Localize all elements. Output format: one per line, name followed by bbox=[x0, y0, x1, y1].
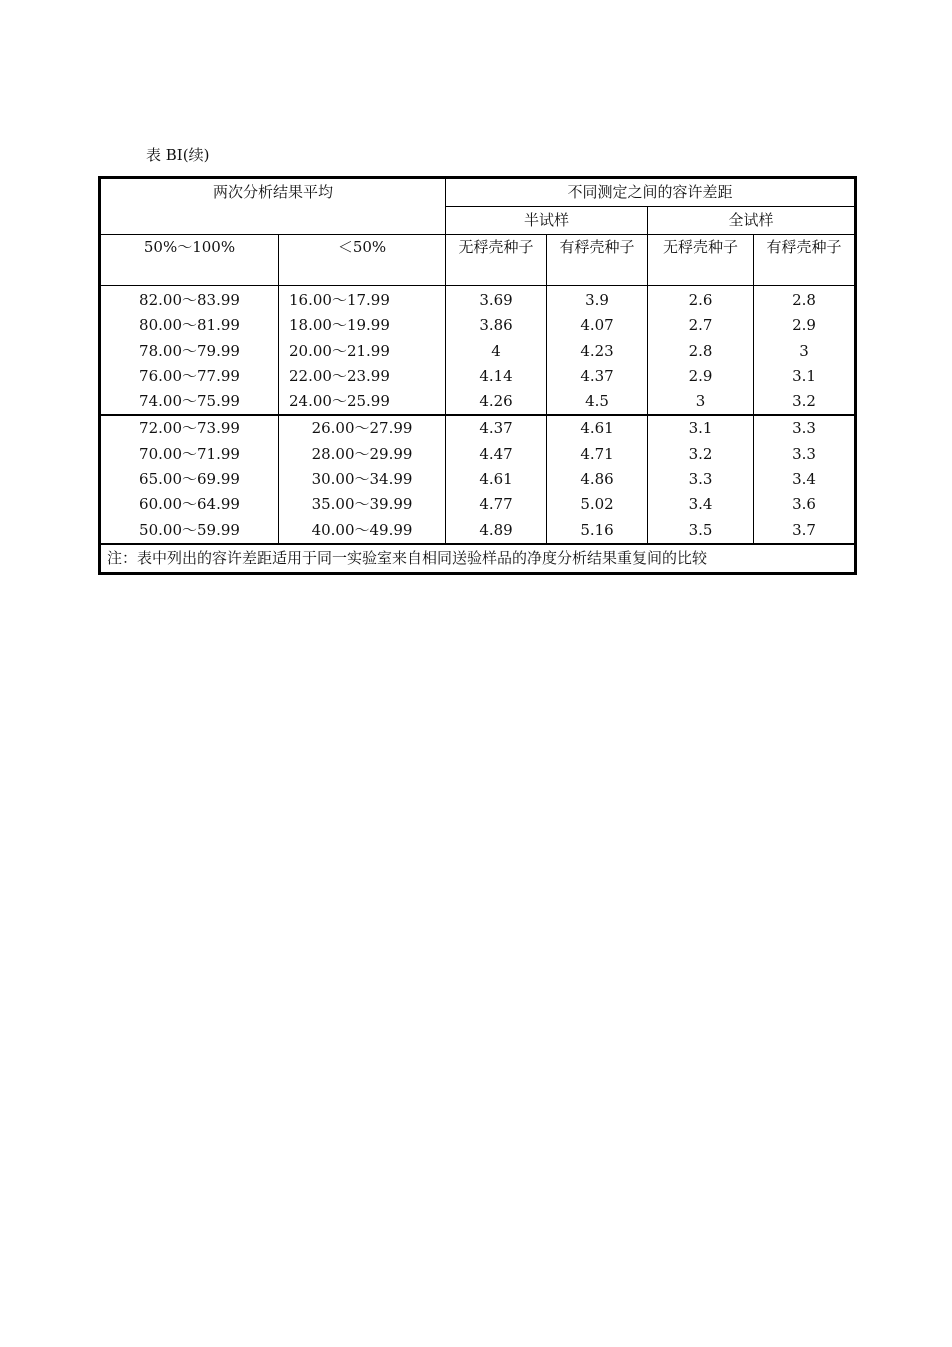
table-row bbox=[100, 518, 856, 544]
cell-full-no-husk: 3.1 bbox=[648, 415, 754, 441]
cell-range-low: 24.00～25.99 bbox=[279, 389, 446, 415]
cell-full-no-husk: 2.7 bbox=[648, 313, 754, 338]
header-half-husk: 有稃壳种子 bbox=[547, 235, 648, 286]
cell-range-low: 16.00～17.99 bbox=[279, 286, 446, 314]
cell-half-husk: 4.37 bbox=[547, 364, 648, 389]
cell-half-husk: 5.02 bbox=[547, 492, 648, 517]
header-full-husk: 有稃壳种子 bbox=[754, 235, 856, 286]
cell-half-no-husk: 4.14 bbox=[446, 364, 547, 389]
cell-half-no-husk: 4.47 bbox=[446, 442, 547, 467]
table-row bbox=[100, 389, 856, 415]
cell-full-husk: 2.8 bbox=[754, 286, 856, 314]
cell-range-low: 28.00～29.99 bbox=[279, 442, 446, 467]
header-half-sample: 半试样 bbox=[446, 207, 648, 235]
table-row bbox=[100, 313, 856, 338]
cell-range-low: 35.00～39.99 bbox=[279, 492, 446, 517]
cell-half-no-husk: 4.26 bbox=[446, 389, 547, 415]
cell-range-low: 30.00～34.99 bbox=[279, 467, 446, 492]
cell-half-husk: 3.9 bbox=[547, 286, 648, 314]
cell-half-husk: 4.86 bbox=[547, 467, 648, 492]
header-lt50: ＜50% bbox=[279, 235, 446, 286]
table-row bbox=[100, 364, 856, 389]
table-caption: 表 BI(续) bbox=[146, 146, 210, 164]
cell-full-husk: 3.3 bbox=[754, 415, 856, 441]
cell-half-no-husk: 4 bbox=[446, 339, 547, 364]
cell-range-low: 26.00～27.99 bbox=[279, 415, 446, 441]
cell-full-husk: 3.7 bbox=[754, 518, 856, 544]
header-full-no-husk: 无稃壳种子 bbox=[648, 235, 754, 286]
cell-range-high: 82.00～83.99 bbox=[100, 286, 279, 314]
cell-full-no-husk: 3.3 bbox=[648, 467, 754, 492]
cell-half-no-husk: 4.89 bbox=[446, 518, 547, 544]
cell-full-husk: 3.3 bbox=[754, 442, 856, 467]
cell-range-high: 65.00～69.99 bbox=[100, 467, 279, 492]
cell-full-husk: 3 bbox=[754, 339, 856, 364]
cell-full-no-husk: 2.8 bbox=[648, 339, 754, 364]
table-row bbox=[100, 442, 856, 467]
cell-half-no-husk: 3.69 bbox=[446, 286, 547, 314]
cell-range-high: 76.00～77.99 bbox=[100, 364, 279, 389]
cell-half-husk: 4.5 bbox=[547, 389, 648, 415]
cell-half-husk: 4.07 bbox=[547, 313, 648, 338]
cell-half-no-husk: 4.37 bbox=[446, 415, 547, 441]
header-tolerance: 不同测定之间的容许差距 bbox=[446, 178, 856, 207]
header-half-no-husk: 无稃壳种子 bbox=[446, 235, 547, 286]
cell-full-no-husk: 3.2 bbox=[648, 442, 754, 467]
header-average: 两次分析结果平均 bbox=[100, 178, 446, 235]
cell-range-low: 40.00～49.99 bbox=[279, 518, 446, 544]
table-row bbox=[100, 286, 856, 314]
header-full-sample: 全试样 bbox=[648, 207, 856, 235]
table-row bbox=[100, 467, 856, 492]
cell-full-husk: 3.6 bbox=[754, 492, 856, 517]
cell-range-high: 74.00～75.99 bbox=[100, 389, 279, 415]
table-row bbox=[100, 492, 856, 517]
table-row bbox=[100, 415, 856, 441]
table-note: 注：表中列出的容许差距适用于同一实验室来自相同送验样品的净度分析结果重复间的比较 bbox=[100, 544, 856, 574]
cell-half-no-husk: 4.61 bbox=[446, 467, 547, 492]
cell-half-husk: 4.61 bbox=[547, 415, 648, 441]
table-row bbox=[100, 339, 856, 364]
cell-full-no-husk: 3.5 bbox=[648, 518, 754, 544]
cell-range-high: 50.00～59.99 bbox=[100, 518, 279, 544]
cell-range-high: 70.00～71.99 bbox=[100, 442, 279, 467]
cell-range-low: 22.00～23.99 bbox=[279, 364, 446, 389]
cell-half-husk: 4.23 bbox=[547, 339, 648, 364]
cell-range-low: 18.00～19.99 bbox=[279, 313, 446, 338]
cell-half-no-husk: 4.77 bbox=[446, 492, 547, 517]
cell-full-no-husk: 3 bbox=[648, 389, 754, 415]
cell-full-no-husk: 2.6 bbox=[648, 286, 754, 314]
tolerance-table bbox=[98, 176, 857, 575]
cell-range-low: 20.00～21.99 bbox=[279, 339, 446, 364]
header-50-100: 50%～100% bbox=[100, 235, 279, 286]
cell-full-no-husk: 3.4 bbox=[648, 492, 754, 517]
cell-full-husk: 2.9 bbox=[754, 313, 856, 338]
cell-range-high: 72.00～73.99 bbox=[100, 415, 279, 441]
cell-full-husk: 3.2 bbox=[754, 389, 856, 415]
cell-half-no-husk: 3.86 bbox=[446, 313, 547, 338]
cell-full-no-husk: 2.9 bbox=[648, 364, 754, 389]
cell-full-husk: 3.1 bbox=[754, 364, 856, 389]
cell-half-husk: 5.16 bbox=[547, 518, 648, 544]
cell-full-husk: 3.4 bbox=[754, 467, 856, 492]
cell-range-high: 78.00～79.99 bbox=[100, 339, 279, 364]
cell-range-high: 80.00～81.99 bbox=[100, 313, 279, 338]
cell-half-husk: 4.71 bbox=[547, 442, 648, 467]
cell-range-high: 60.00～64.99 bbox=[100, 492, 279, 517]
